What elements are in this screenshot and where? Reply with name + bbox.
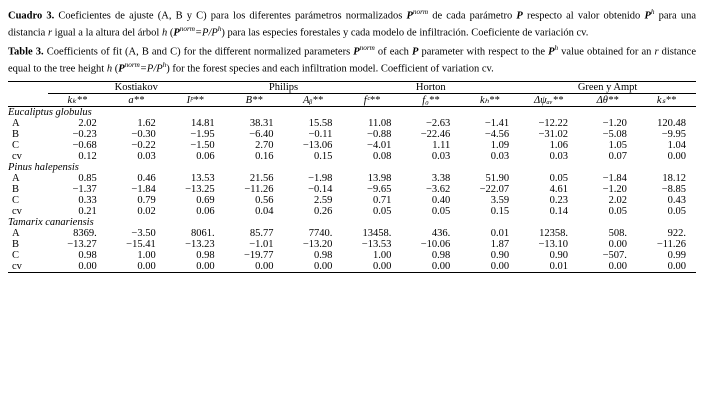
cell: 1.04 — [667, 140, 686, 152]
cell: −31.02 — [538, 129, 569, 141]
cell: 0.00 — [284, 261, 343, 273]
row-label: B — [12, 239, 20, 251]
cell: 0.02 — [137, 206, 156, 218]
cell: 0.00 — [578, 261, 637, 273]
species-name-tamarix: Tamarix canariensis — [8, 217, 94, 229]
cell: 0.98 — [196, 250, 215, 262]
cell: −4.01 — [367, 140, 392, 152]
cell: 0.03 — [549, 151, 569, 163]
caption-english — [8, 42, 696, 76]
cell: 0.03 — [431, 151, 451, 163]
row-label: C — [12, 250, 20, 262]
cell: 2.59 — [314, 195, 333, 207]
cell: 0.05 — [431, 206, 451, 218]
cell: 0.00 — [460, 261, 519, 273]
row-label: cv — [8, 261, 48, 273]
cell: 4.61 — [549, 184, 569, 196]
cell: 0.56 — [255, 195, 274, 207]
row-label: cv — [12, 206, 22, 218]
cell: 13.53 — [190, 173, 215, 185]
group-green-y-ampt: Green y Ampt — [519, 82, 696, 94]
cell: 0.00 — [667, 151, 686, 163]
cell: 13.98 — [367, 173, 392, 185]
sub-header-dpsi: Δψₐᵥ** — [519, 94, 578, 107]
species-name-pinus: Pinus halepensis — [8, 162, 79, 174]
cell: 0.05 — [549, 173, 569, 185]
cell: 0.06 — [196, 206, 215, 218]
group-header-blank — [8, 82, 48, 94]
cell: −9.95 — [661, 129, 686, 141]
table-row — [8, 151, 696, 162]
cell: 2.02 — [608, 195, 627, 207]
cell: 21.56 — [249, 173, 274, 185]
species-row — [8, 217, 696, 228]
cell: 0.15 — [314, 151, 333, 163]
cell: 1.00 — [372, 250, 392, 262]
cell: −13.23 — [185, 239, 215, 251]
cell: 0.03 — [490, 151, 510, 163]
cell: −0.68 — [72, 140, 97, 152]
cell: −5.08 — [602, 129, 627, 141]
sub-header-fc: fᶜ** — [342, 94, 401, 107]
cell: 0.03 — [137, 151, 156, 163]
cell: 0.69 — [196, 195, 215, 207]
cell: −507. — [602, 250, 627, 262]
cell: 0.98 — [78, 250, 97, 262]
group-kostiakov: Kostiakov — [48, 82, 225, 94]
cell: 1.00 — [137, 250, 156, 262]
cell: −8.85 — [661, 184, 686, 196]
cell: 2.70 — [255, 140, 274, 152]
cell: −13.06 — [302, 140, 333, 152]
cell: 0.90 — [490, 250, 510, 262]
cell: −9.65 — [367, 184, 392, 196]
cell: 1.11 — [432, 140, 451, 152]
cell: −22.07 — [479, 184, 510, 196]
cell: −1.37 — [72, 184, 97, 196]
table-row — [8, 250, 696, 261]
cell: 2.02 — [78, 118, 97, 130]
cell: −22.46 — [420, 129, 451, 141]
table-row — [8, 184, 696, 195]
cell: −10.06 — [420, 239, 451, 251]
cell: 0.06 — [196, 151, 215, 163]
cell: 1.62 — [137, 118, 156, 130]
cell: 0.15 — [490, 206, 510, 218]
cell: 0.46 — [137, 173, 156, 185]
cell: 0.07 — [608, 151, 627, 163]
cell: 8061. — [190, 228, 215, 240]
cell: 0.01 — [490, 228, 510, 240]
cell: 0.05 — [667, 206, 686, 218]
cell: 0.90 — [549, 250, 569, 262]
table-row — [8, 118, 696, 129]
species-row — [8, 162, 696, 173]
cell: −2.63 — [425, 118, 451, 130]
table-row — [8, 173, 696, 184]
cell: 0.21 — [78, 206, 97, 218]
cell: 0.00 — [48, 261, 107, 273]
row-label: A — [12, 228, 20, 240]
caption-spanish-text: Cuadro 3. Coeficientes de ajuste (A, B y C) para los diferentes parámetros normalizados $P^{norm}$ de cada parámetro P respecto al valor obtenido $P^h$ para una distancia r igual a la altura del árbol h $(P^{norm}=P/P^h)$ para las especies forestales y cada modelo de infiltración. Coeficiente de variación cv. — [8, 8, 697, 39]
row-label: B — [12, 184, 20, 196]
cell: 0.01 — [519, 261, 578, 273]
cell: −13.53 — [361, 239, 392, 251]
cell: −0.11 — [308, 129, 333, 141]
cell: 0.00 — [637, 261, 696, 273]
coefficients-table — [8, 81, 696, 273]
cell: −13.20 — [302, 239, 333, 251]
cell: 0.00 — [166, 261, 225, 273]
cell: −11.26 — [244, 184, 274, 196]
caption-english-label: Table 3. — [8, 46, 44, 58]
cell: −1.20 — [602, 184, 627, 196]
cell: 0.33 — [78, 195, 97, 207]
table-row — [8, 140, 696, 151]
cell: 0.40 — [431, 195, 451, 207]
cell: 18.12 — [662, 173, 686, 185]
cell: 15.58 — [308, 118, 333, 130]
group-horton: Horton — [342, 82, 519, 94]
cell: 11.08 — [368, 118, 392, 130]
cell: 0.04 — [255, 206, 274, 218]
cell: 3.38 — [431, 173, 451, 185]
table-row — [8, 261, 696, 273]
cell: 3.59 — [490, 195, 510, 207]
cell: −0.14 — [308, 184, 333, 196]
cell: −13.25 — [185, 184, 215, 196]
cell: 0.85 — [78, 173, 97, 185]
cell: −3.50 — [131, 228, 156, 240]
cell: −1.50 — [190, 140, 215, 152]
cell: 38.31 — [249, 118, 274, 130]
cell: −1.84 — [602, 173, 627, 185]
cell: 0.79 — [137, 195, 156, 207]
cell: 7740. — [308, 228, 333, 240]
row-label: C — [12, 140, 20, 152]
sub-header-ap: Aᵦ** — [284, 94, 343, 107]
sub-header-row — [8, 94, 696, 107]
cell: −3.62 — [425, 184, 451, 196]
cell: 0.26 — [314, 206, 333, 218]
row-label: A — [12, 118, 20, 130]
cell: 0.71 — [372, 195, 392, 207]
cell: 0.05 — [372, 206, 392, 218]
cell: −1.95 — [190, 129, 215, 141]
cell: 0.00 — [608, 239, 627, 251]
cell: −4.56 — [484, 129, 510, 141]
cell: −1.20 — [602, 118, 627, 130]
table-row — [8, 129, 696, 140]
sub-header-blank — [8, 94, 48, 107]
cell: 0.14 — [549, 206, 569, 218]
cell: 0.98 — [431, 250, 451, 262]
cell: 1.87 — [490, 239, 510, 251]
cell: −12.22 — [538, 118, 569, 130]
cell: 0.00 — [401, 261, 460, 273]
cell: 0.98 — [314, 250, 333, 262]
cell: 0.23 — [549, 195, 569, 207]
cell: 1.05 — [608, 140, 627, 152]
sub-header-a: a** — [107, 94, 166, 107]
sub-header-ks: kₛ** — [637, 94, 696, 107]
cell: 0.08 — [372, 151, 392, 163]
row-label: cv — [12, 151, 22, 163]
sub-header-kh: kₕ** — [460, 94, 519, 107]
cell: −0.88 — [367, 129, 392, 141]
row-label: A — [12, 173, 20, 185]
caption-english-text: Table 3. Coefficients of fit (A, B and C) for the different normalized parameters $P^{norm}$ of each P parameter with respect to the $P^h$ value obtained for an r distance equal to the tree height h $(P^{norm}=P/P^h)$ for the forest species and each infiltration model. Coefficient of variation cv. — [8, 44, 696, 75]
caption-spanish-label: Cuadro 3. — [8, 10, 55, 22]
cell: −15.41 — [126, 239, 156, 251]
sub-header-kk: kₖ** — [48, 94, 107, 107]
cell: −1.98 — [308, 173, 333, 185]
caption-spanish — [8, 6, 696, 40]
group-philips: Philips — [225, 82, 343, 94]
cell: 12358. — [539, 228, 569, 240]
cell: −0.23 — [72, 129, 97, 141]
cell: −6.40 — [249, 129, 274, 141]
cell: 0.00 — [107, 261, 166, 273]
row-label: B — [12, 129, 20, 141]
cell: 436. — [431, 228, 451, 240]
species-name-eucaliptus: Eucaliptus globulus — [8, 107, 92, 119]
cell: 1.06 — [549, 140, 569, 152]
cell: 120.48 — [657, 118, 686, 130]
cell: −13.27 — [67, 239, 97, 251]
cell: 508. — [608, 228, 627, 240]
table-row — [8, 228, 696, 239]
cell: −1.84 — [131, 184, 156, 196]
cell: −11.26 — [656, 239, 686, 251]
species-row — [8, 107, 696, 119]
cell: 13458. — [362, 228, 392, 240]
sub-header-dtheta: Δθ** — [578, 94, 637, 107]
cell: −0.30 — [131, 129, 156, 141]
cell: −13.10 — [538, 239, 569, 251]
cell: −1.41 — [484, 118, 510, 130]
table-row — [8, 206, 696, 217]
cell: 922. — [667, 228, 686, 240]
cell: 14.81 — [190, 118, 215, 130]
sub-header-f0: f₀** — [401, 94, 460, 107]
group-header-row — [8, 82, 696, 94]
cell: 0.99 — [667, 250, 686, 262]
row-label: C — [12, 195, 20, 207]
cell: 0.05 — [608, 206, 627, 218]
cell: −0.22 — [131, 140, 156, 152]
cell: −1.01 — [249, 239, 274, 251]
cell: 0.00 — [342, 261, 401, 273]
sub-header-b: B** — [225, 94, 284, 107]
cell: 0.43 — [667, 195, 686, 207]
table-row — [8, 239, 696, 250]
cell: 1.09 — [490, 140, 510, 152]
cell: 0.16 — [255, 151, 274, 163]
cell: 8369. — [73, 228, 97, 240]
sub-header-ip: Iᵖ** — [166, 94, 225, 107]
cell: 51.90 — [485, 173, 510, 185]
cell: 85.77 — [249, 228, 274, 240]
cell: −19.77 — [243, 250, 274, 262]
cell: 0.00 — [225, 261, 284, 273]
table-row — [8, 195, 696, 206]
cell: 0.12 — [78, 151, 97, 163]
